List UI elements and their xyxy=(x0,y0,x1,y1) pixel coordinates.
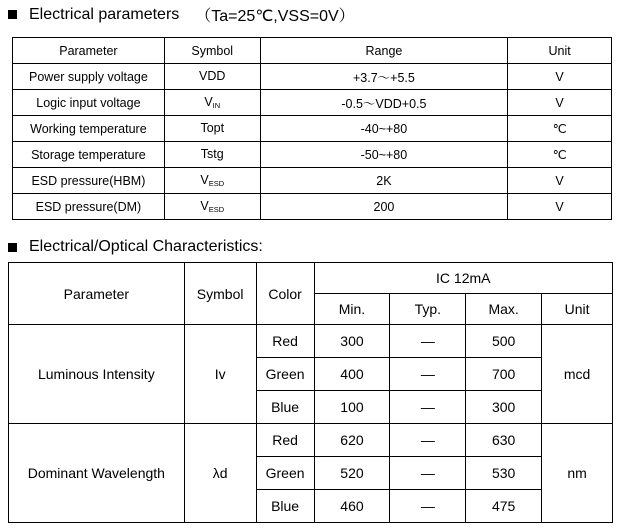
cell-color: Blue xyxy=(256,391,314,424)
cell-symbol: λd xyxy=(184,424,256,523)
cell-typ: — xyxy=(390,490,466,523)
cell-max: 475 xyxy=(466,490,542,523)
cell-min: 620 xyxy=(314,424,390,457)
cell-range: 2K xyxy=(260,168,508,194)
table-row xyxy=(9,325,613,358)
symbol-main: VDD xyxy=(199,69,226,83)
cell-min: 100 xyxy=(314,391,390,424)
cell-symbol xyxy=(164,90,260,116)
cell-symbol xyxy=(164,194,260,220)
cell-unit: V xyxy=(508,90,612,116)
cell-parameter: ESD pressure(HBM) xyxy=(13,168,165,194)
bullet-square-icon xyxy=(8,243,17,252)
cell-typ: — xyxy=(390,424,466,457)
header-parameter: Parameter xyxy=(9,263,185,325)
symbol-main: V xyxy=(200,199,209,213)
cell-parameter: Storage temperature xyxy=(13,142,165,168)
symbol-sub: IN xyxy=(212,101,221,110)
table-row xyxy=(13,168,612,194)
header-min: Min. xyxy=(314,294,390,325)
cell-unit: V xyxy=(508,168,612,194)
cell-range: -40~+80 xyxy=(260,116,508,142)
cell-typ: — xyxy=(390,358,466,391)
section1-heading xyxy=(8,3,355,26)
table-row xyxy=(13,64,612,90)
table-row xyxy=(13,116,612,142)
table-row xyxy=(9,424,613,457)
cell-unit: nm xyxy=(542,424,613,523)
cell-typ: — xyxy=(390,391,466,424)
table-row xyxy=(13,90,612,116)
cell-color: Red xyxy=(256,325,314,358)
cell-range: +3.7～+5.5 xyxy=(260,64,508,90)
table-row xyxy=(13,142,612,168)
header-unit: Unit xyxy=(508,38,612,64)
cell-max: 630 xyxy=(466,424,542,457)
cell-max: 500 xyxy=(466,325,542,358)
cell-symbol xyxy=(164,64,260,90)
cell-symbol: Iv xyxy=(184,325,256,424)
symbol-main: V xyxy=(204,95,213,109)
header-symbol: Symbol xyxy=(184,263,256,325)
cell-range: 200 xyxy=(260,194,508,220)
header-unit: Unit xyxy=(542,294,613,325)
cell-unit: mcd xyxy=(542,325,613,424)
header-condition: IC 12mA xyxy=(314,263,612,294)
cell-unit: ℃ xyxy=(508,116,612,142)
symbol-main: V xyxy=(200,173,209,187)
cell-symbol xyxy=(164,142,260,168)
cell-symbol xyxy=(164,116,260,142)
cell-parameter: Working temperature xyxy=(13,116,165,142)
cell-unit: V xyxy=(508,64,612,90)
cell-max: 700 xyxy=(466,358,542,391)
header-max: Max. xyxy=(466,294,542,325)
cell-color: Red xyxy=(256,424,314,457)
cell-range: -50~+80 xyxy=(260,142,508,168)
cell-symbol xyxy=(164,168,260,194)
section2-title: Electrical/Optical Characteristics: xyxy=(29,238,263,255)
bullet-square-icon xyxy=(8,10,17,19)
header-color: Color xyxy=(256,263,314,325)
cell-typ: — xyxy=(390,457,466,490)
symbol-main: Tstg xyxy=(200,147,224,161)
optical-characteristics-table xyxy=(8,262,613,523)
symbol-sub: ESD xyxy=(208,205,225,214)
symbol-main: Topt xyxy=(200,121,225,135)
cell-color: Blue xyxy=(256,490,314,523)
header-symbol: Symbol xyxy=(164,38,260,64)
cell-min: 460 xyxy=(314,490,390,523)
cell-min: 520 xyxy=(314,457,390,490)
table-header-row xyxy=(9,263,613,294)
cell-range: -0.5～VDD+0.5 xyxy=(260,90,508,116)
cell-unit: ℃ xyxy=(508,142,612,168)
cell-min: 300 xyxy=(314,325,390,358)
cell-min: 400 xyxy=(314,358,390,391)
table-header-row xyxy=(13,38,612,64)
cell-max: 530 xyxy=(466,457,542,490)
cell-max: 300 xyxy=(466,391,542,424)
cell-parameter: Dominant Wavelength xyxy=(9,424,185,523)
cell-parameter: Power supply voltage xyxy=(13,64,165,90)
cell-color: Green xyxy=(256,457,314,490)
cell-unit: V xyxy=(508,194,612,220)
cell-color: Green xyxy=(256,358,314,391)
header-typ: Typ. xyxy=(390,294,466,325)
cell-parameter: Logic input voltage xyxy=(13,90,165,116)
header-parameter: Parameter xyxy=(13,38,165,64)
symbol-sub: ESD xyxy=(208,179,225,188)
cell-typ: — xyxy=(390,325,466,358)
section2-heading xyxy=(8,238,263,256)
header-range: Range xyxy=(260,38,508,64)
section1-title: Electrical parameters xyxy=(29,5,180,23)
table-row xyxy=(13,194,612,220)
cell-parameter: ESD pressure(DM) xyxy=(13,194,165,220)
cell-parameter: Luminous Intensity xyxy=(9,325,185,424)
section1-condition: （Ta=25℃,VSS=0V） xyxy=(195,8,355,25)
electrical-parameters-table xyxy=(12,37,612,220)
